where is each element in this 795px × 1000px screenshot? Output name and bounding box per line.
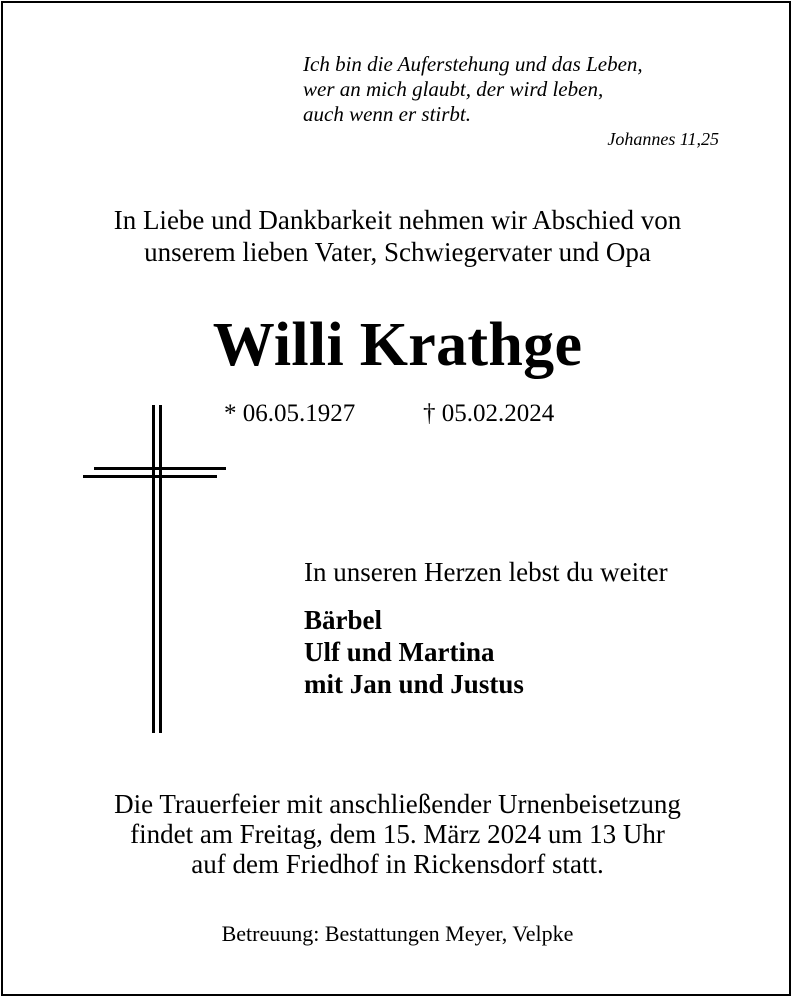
family-member: Bärbel <box>304 605 382 635</box>
family-list <box>304 604 524 700</box>
birth-date: * 06.05.1927 <box>224 400 356 427</box>
death-date: † 05.02.2024 <box>423 400 555 427</box>
ceremony-info <box>0 789 795 879</box>
verse-source: Johannes 11,25 <box>607 129 719 149</box>
intro-line: unserem lieben Vater, Schwiegervater und Opa <box>144 237 651 267</box>
bible-verse <box>303 52 643 127</box>
deceased-name: Willi Krathge <box>212 311 583 379</box>
intro-line: In Liebe und Dankbarkeit nehmen wir Abschied von <box>113 205 682 235</box>
verse-line: auch wenn er stirbt. <box>303 102 471 126</box>
memory-phrase: In unseren Herzen lebst du weiter <box>304 557 668 587</box>
verse-line: Ich bin die Auferstehung und das Leben, <box>303 52 643 76</box>
ceremony-line: findet am Freitag, dem 15. März 2024 um 13 Uhr <box>130 819 665 849</box>
ceremony-line: Die Trauerfeier mit anschließender Urnenbeisetzung <box>114 789 681 819</box>
family-member: mit Jan und Justus <box>304 669 524 699</box>
undertaker-info: Betreuung: Bestattungen Meyer, Velpke <box>221 921 574 946</box>
cross-icon <box>80 405 230 740</box>
family-member: Ulf und Martina <box>304 637 495 667</box>
verse-line: wer an mich glaubt, der wird leben, <box>303 77 604 101</box>
ceremony-line: auf dem Friedhof in Rickensdorf statt. <box>191 849 604 879</box>
farewell-intro <box>0 204 795 268</box>
